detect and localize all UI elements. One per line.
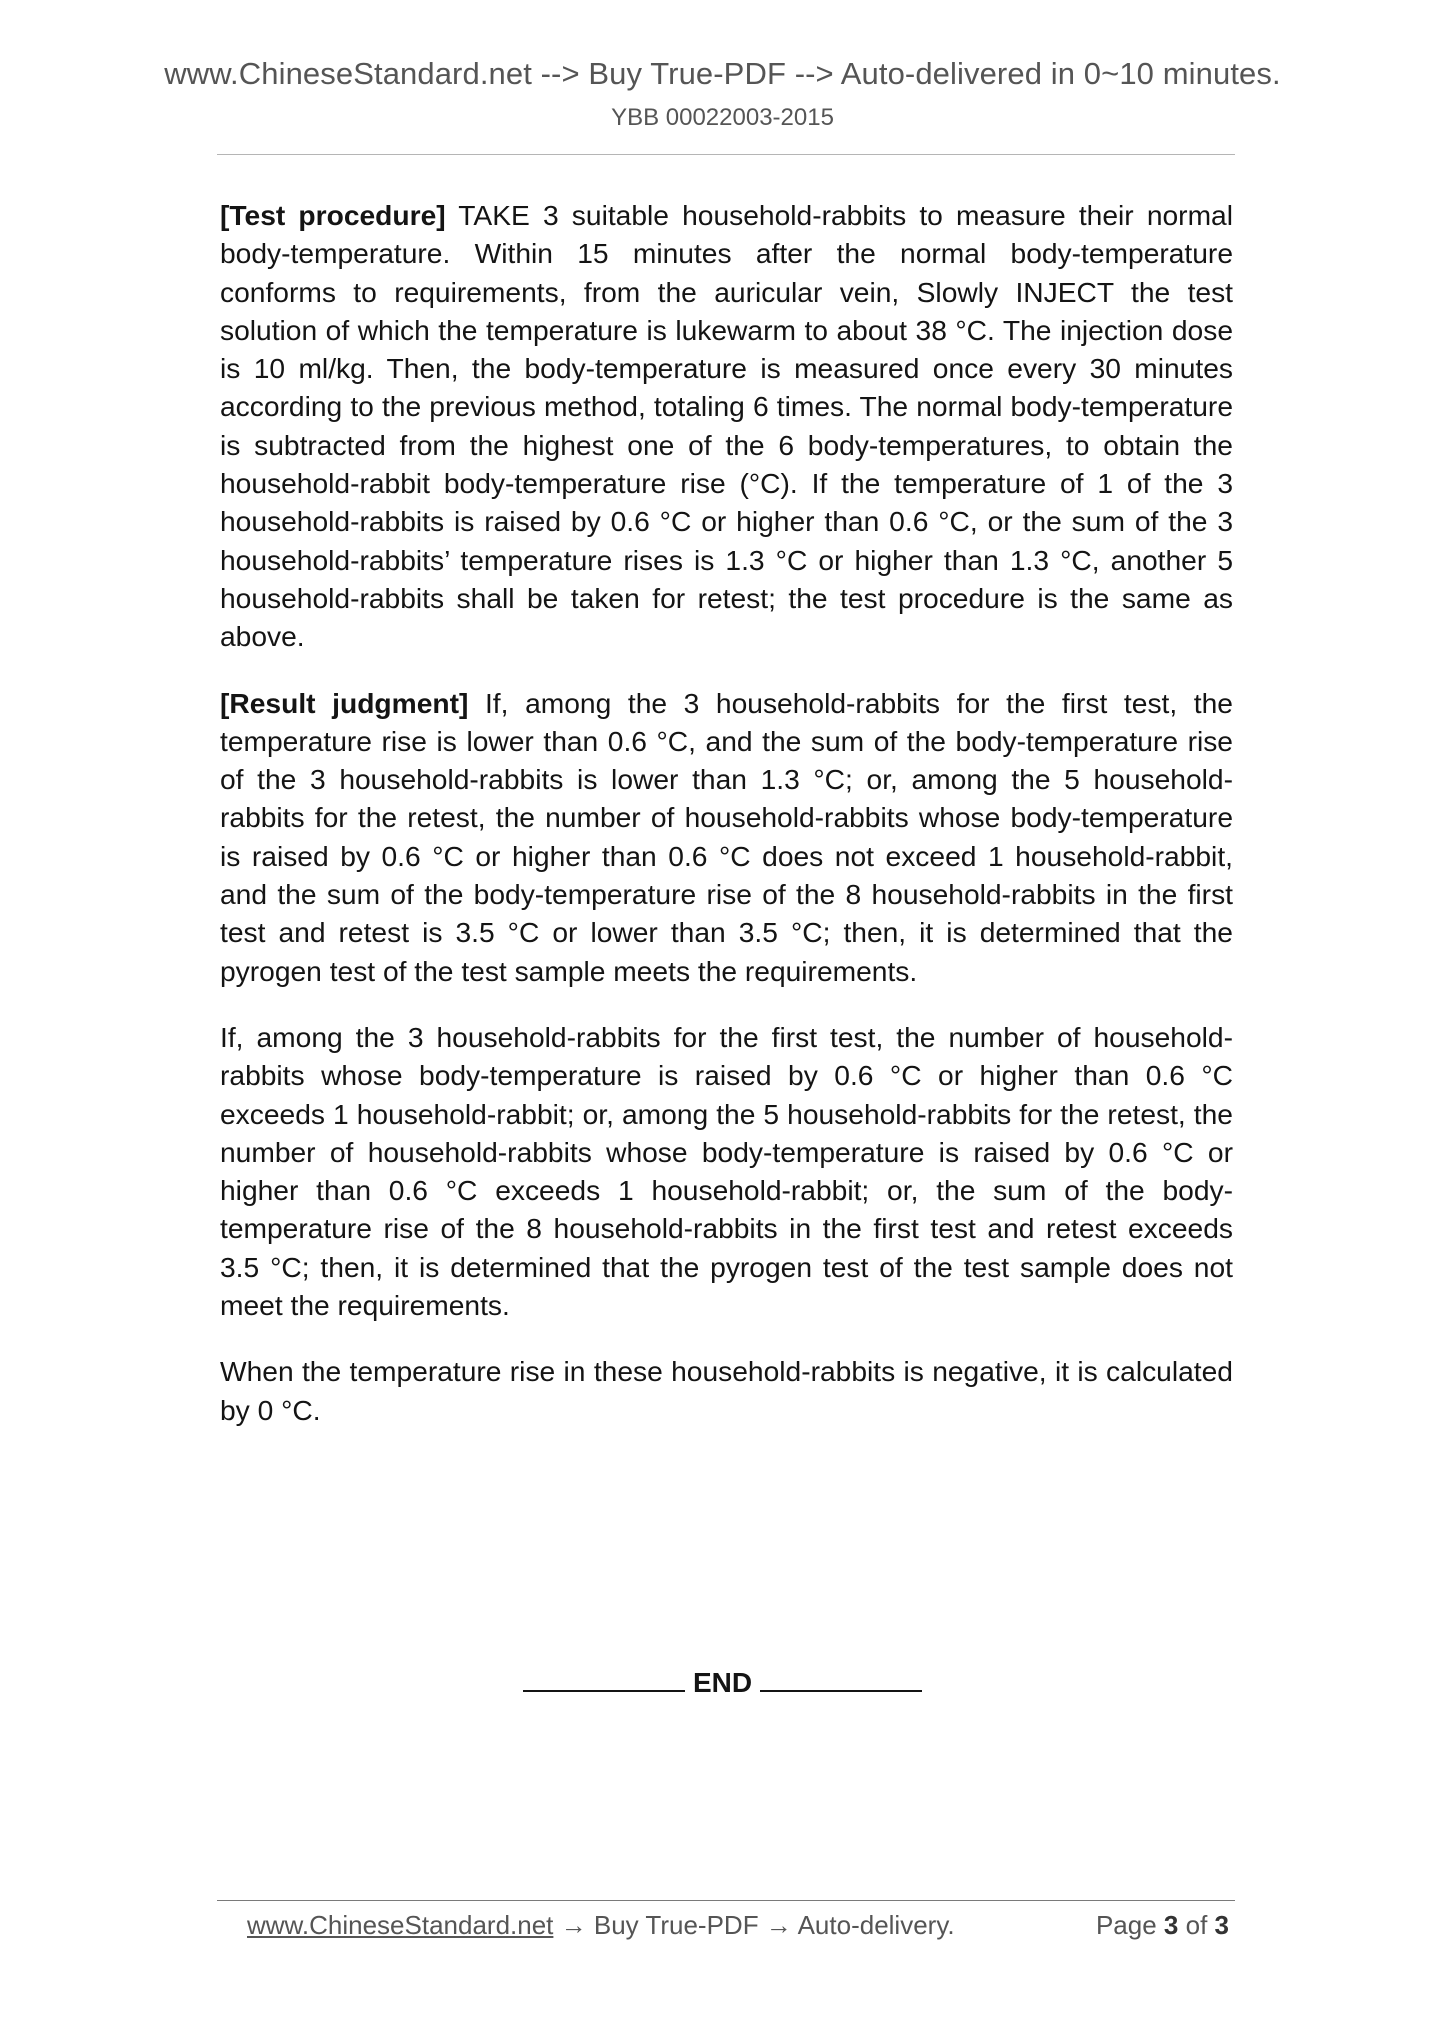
footer-buy-text: Buy True-PDF: [586, 1910, 766, 1940]
page-current: 3: [1163, 1910, 1179, 1940]
page-word: Page: [1095, 1910, 1157, 1940]
document-body: [220, 196, 1233, 1457]
of-word: of: [1185, 1910, 1208, 1940]
test-procedure-heading: [Test procedure]: [220, 199, 446, 231]
page-total: 3: [1214, 1910, 1229, 1940]
end-right-rule: [760, 1664, 922, 1692]
fail-criteria-paragraph: If, among the 3 household-rabbits for the first test, the number of household-rabbits whose body-temperature is raised by 0.6 °C or higher than 0.6 °C exceeds 1 household-rabbit; or, among the 5 household-rabbits for the retest, the number of household-rabbits whose body-temperature is raised by 0.6 °C or higher than 0.6 °C exceeds 1 household-rabbit; or, the sum of the body-temperature rise of the 8 household-rabbits in the first test and retest exceeds 3.5 °C; then, it is determined that the pyrogen test of the test sample does not meet the requirements.: [220, 1020, 1233, 1322]
end-left-rule: [523, 1664, 685, 1692]
standard-code: YBB 00022003-2015: [611, 104, 834, 131]
footer-promo: [247, 1910, 955, 1941]
footer-site-link[interactable]: www.ChineseStandard.net: [247, 1910, 554, 1940]
top-banner: www.ChineseStandard.net --> Buy True-PDF --> Auto-delivered in 0~10 minutes.: [164, 56, 1281, 91]
test-procedure-paragraph: [220, 196, 1233, 656]
end-marker: [0, 1664, 1445, 1699]
result-judgment-paragraph: [220, 684, 1233, 990]
footer-divider: [217, 1900, 1235, 1901]
end-label: END: [692, 1667, 753, 1698]
arrow-right-icon: →: [765, 1910, 792, 1940]
result-judgment-text: If, among the 3 household-rabbits for the first test, the temperature rise is lower than 0.6 °C, and the sum of the body-temperature rise of the 3 household-rabbits is lower than 1.3 °C; or, among the 5 household-rabbits for the retest, the number of household-rabbits whose body-temperature is raised by 0.6 °C or higher than 0.6 °C does not exceed 1 household-rabbit, and the sum of the body-temperature rise of the 8 household-rabbits in the first test and retest is 3.5 °C or lower than 3.5 °C; then, it is determined that the pyrogen test of the test sample meets the requirements.: [220, 686, 1233, 987]
arrow-right-icon: →: [560, 1910, 587, 1940]
negative-rise-paragraph: When the temperature rise in these household-rabbits is negative, it is calculated by 0 °C.: [220, 1355, 1233, 1426]
header-divider: [217, 154, 1235, 155]
result-judgment-heading: [Result judgment]: [220, 686, 469, 719]
page-number: [1096, 1910, 1229, 1941]
footer-delivery-text: Auto-delivery.: [791, 1910, 955, 1940]
test-procedure-text: TAKE 3 suitable household-rabbits to measure their normal body-temperature. Within 15 minutes after the normal body-temperature conforms to requirements, from the auricular vein, Slowly INJECT the test solution of which the temperature is lukewarm to about 38 °C. The injection dose is 10 ml/kg. Then, the body-temperature is measured once every 30 minutes according to the previous method, totaling 6 times. The normal body-temperature is subtracted from the highest one of the 6 body-temperatures, to obtain the household-rabbit body-temperature rise (°C). If the temperature of 1 of the 3 household-rabbits is raised by 0.6 °C or higher than 0.6 °C, or the sum of the 3 household-rabbits’ temperature rises is 1.3 °C or higher than 1.3 °C, another 5 household-rabbits shall be taken for retest; the test procedure is the same as above.: [220, 199, 1233, 653]
